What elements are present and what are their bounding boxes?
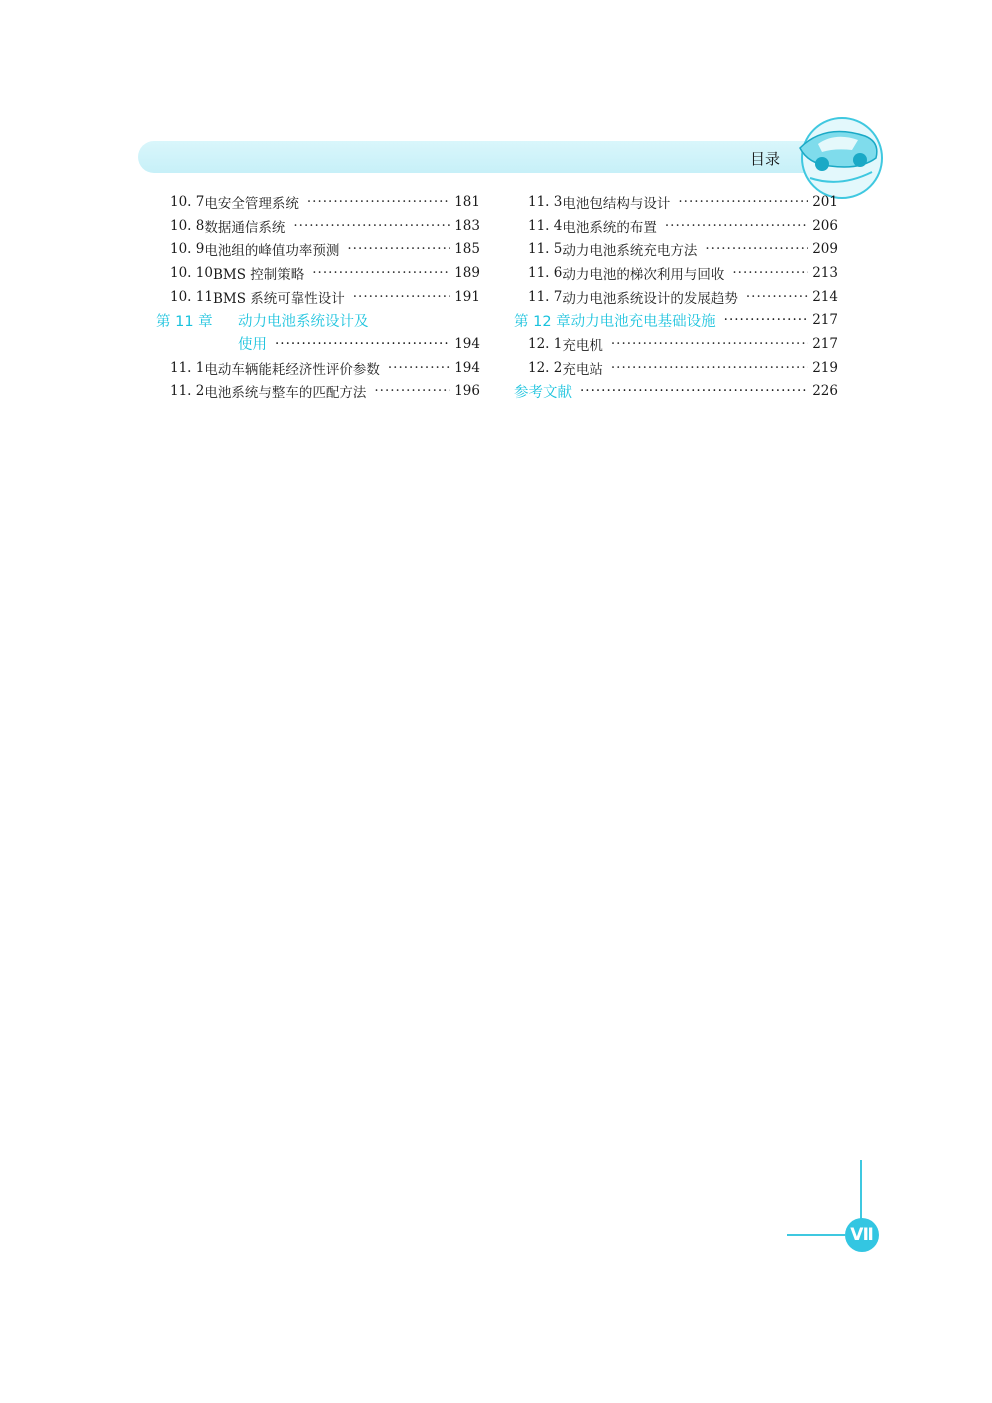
entry-number: 10. 9 [170, 241, 205, 258]
toc-entry[interactable] [514, 356, 838, 380]
entry-number: 10. 7 [170, 193, 205, 210]
chapter-11-heading[interactable] [156, 308, 480, 332]
entry-number: 11. 1 [170, 359, 205, 376]
entry-page: 201 [812, 193, 838, 210]
entry-title: 数据通信系统 [204, 219, 286, 236]
entry-title: 动力电池的梯次利用与回收 [562, 266, 725, 283]
header-title: 目录 [750, 150, 781, 168]
leader-dots [678, 193, 808, 211]
leader-dots [347, 240, 450, 258]
entry-title: 电池系统与整车的匹配方法 [204, 385, 367, 402]
toc-left-column [156, 190, 480, 403]
leader-dots [374, 382, 450, 400]
toc-entry[interactable] [156, 285, 480, 309]
leader-dots [611, 359, 808, 377]
entry-title: 电池组的峰值功率预测 [204, 243, 340, 260]
entry-page: 214 [812, 288, 838, 305]
footer-vertical-line [860, 1160, 862, 1220]
entry-page: 191 [454, 288, 480, 305]
chapter-number: 第 11 章 [156, 313, 213, 330]
toc-entry[interactable] [156, 356, 480, 380]
leader-dots [353, 288, 450, 306]
leader-dots [275, 335, 450, 353]
chapter-page: 194 [454, 335, 480, 352]
toc-entry[interactable] [514, 190, 838, 214]
entry-number: 11. 3 [528, 193, 563, 210]
entry-title: 电安全管理系统 [204, 195, 299, 212]
entry-number: 11. 5 [528, 241, 563, 258]
chapter-12-heading[interactable] [514, 308, 838, 332]
entry-number: 10. 11 [170, 288, 213, 305]
entry-page: 219 [812, 359, 838, 376]
leader-dots [705, 240, 808, 258]
entry-title: BMS 系统可靠性设计 [212, 290, 345, 307]
entry-title: 电池系统的布置 [562, 219, 657, 236]
entry-page: 206 [812, 217, 838, 234]
toc-entry[interactable] [156, 261, 480, 285]
leader-dots [665, 217, 808, 235]
entry-number: 11. 7 [528, 288, 563, 305]
entry-title: 充电机 [562, 337, 603, 354]
leader-dots [746, 288, 808, 306]
toc-entry[interactable] [514, 214, 838, 238]
entry-page: 217 [812, 335, 838, 352]
footer-horizontal-line [787, 1234, 845, 1236]
toc-entry[interactable] [156, 214, 480, 238]
references-heading[interactable] [514, 380, 838, 404]
entry-page: 196 [454, 383, 480, 400]
toc-entry[interactable] [156, 237, 480, 261]
entry-title: 电池包结构与设计 [562, 195, 671, 212]
toc-right-column [514, 190, 838, 403]
entry-number: 11. 4 [528, 217, 563, 234]
chapter-page: 217 [812, 312, 838, 329]
toc-entry[interactable] [156, 190, 480, 214]
entry-title: 动力电池系统充电方法 [562, 243, 698, 260]
leader-dots [611, 335, 808, 353]
chapter-title: 动力电池充电基础设施 [570, 313, 716, 330]
entry-page: 181 [454, 193, 480, 210]
entry-number: 12. 2 [528, 359, 563, 376]
entry-number: 12. 1 [528, 335, 563, 352]
toc-entry[interactable] [156, 380, 480, 404]
entry-page: 194 [454, 359, 480, 376]
leader-dots [293, 217, 450, 235]
leader-dots [724, 311, 808, 329]
entry-page: 189 [454, 264, 480, 281]
leader-dots [307, 193, 450, 211]
page-number-badge: Ⅶ [845, 1218, 879, 1252]
entry-title: 充电站 [562, 361, 603, 378]
toc-entry[interactable] [514, 237, 838, 261]
entry-title: BMS 控制策略 [212, 266, 305, 283]
car-logo-icon [780, 108, 890, 203]
toc-entry[interactable] [514, 285, 838, 309]
header-band [138, 141, 838, 173]
leader-dots [580, 382, 808, 400]
chapter-number: 第 12 章 [514, 313, 571, 330]
entry-number: 10. 8 [170, 217, 205, 234]
chapter-title: 动力电池系统设计及 [238, 313, 369, 330]
references-title: 参考文献 [514, 384, 572, 401]
leader-dots [312, 264, 450, 282]
chapter-11-heading-cont[interactable] [156, 332, 480, 356]
leader-dots [732, 264, 808, 282]
leader-dots [388, 359, 450, 377]
entry-title: 动力电池系统设计的发展趋势 [562, 290, 738, 307]
entry-number: 10. 10 [170, 264, 213, 281]
entry-page: 183 [454, 217, 480, 234]
chapter-title-cont: 使用 [238, 337, 267, 354]
entry-number: 11. 6 [528, 264, 563, 281]
entry-page: 185 [454, 241, 480, 258]
entry-page: 209 [812, 241, 838, 258]
toc-entry[interactable] [514, 332, 838, 356]
entry-page: 213 [812, 264, 838, 281]
entry-number: 11. 2 [170, 383, 205, 400]
references-page: 226 [812, 383, 838, 400]
entry-title: 电动车辆能耗经济性评价参数 [204, 361, 380, 378]
toc-entry[interactable] [514, 261, 838, 285]
